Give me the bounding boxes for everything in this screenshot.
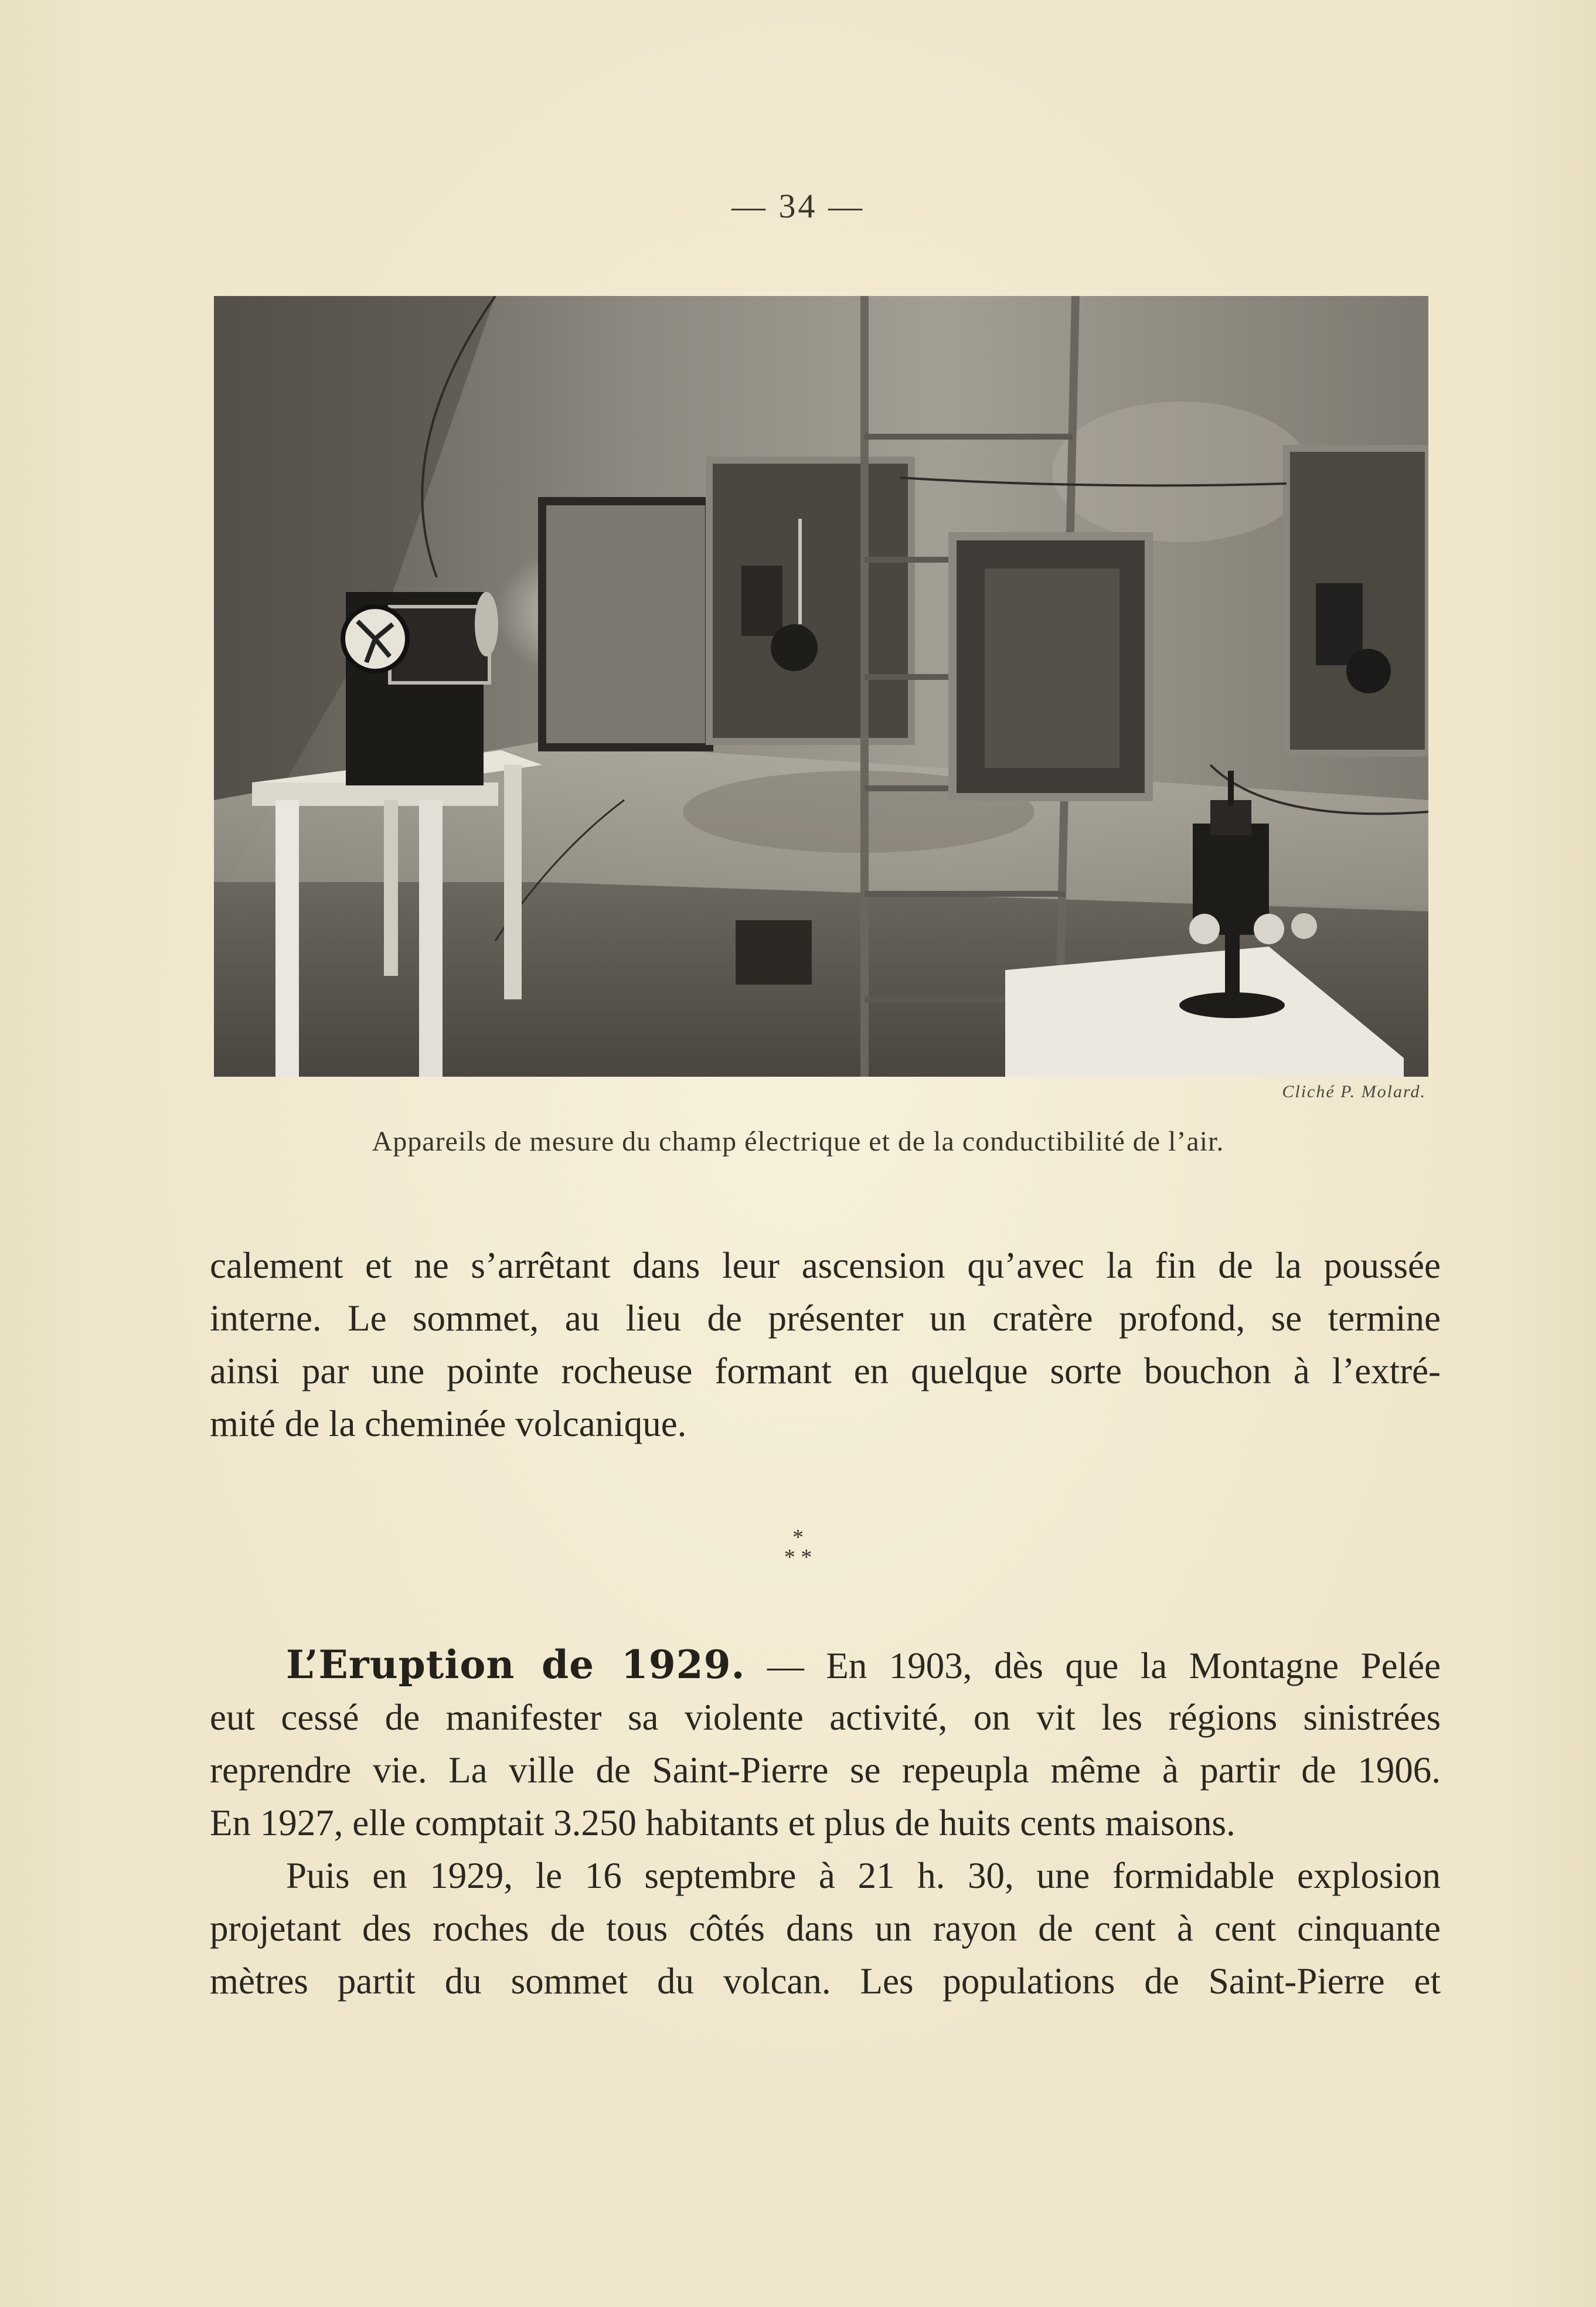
section-heading: L’Eruption de 1929.: [286, 1642, 746, 1687]
photograph-measurement-apparatus: [214, 296, 1428, 1077]
figure-caption: Appareils de mesure du champ électrique et de la conductibilité de l’air.: [372, 1126, 1224, 1157]
text-fragment: — En 1903, dès que la Montagne Pelée: [767, 1645, 1441, 1686]
text-line: ainsi par une pointe rocheuse formant en quelque sorte bouchon à l’extré-: [210, 1350, 1441, 1391]
section-break-asterism: [0, 1525, 1596, 1570]
asterism-top: *: [792, 1525, 804, 1550]
section-first-line: [210, 1638, 1441, 1691]
paragraph-continuation: [210, 1239, 1441, 1450]
text-line: projetant des roches de tous côtés dans un rayon de cent à cent cinquante: [210, 1908, 1441, 1949]
text-line: eut cessé de manifester sa violente activité, on vit les régions sinistrées: [210, 1697, 1441, 1738]
photo-credit: Cliché P. Molard.: [1282, 1082, 1426, 1101]
text-line: reprendre vie. La ville de Saint-Pierre se repeupla même à partir de 1906.: [210, 1750, 1441, 1791]
text-line: mité de la cheminée volcanique.: [210, 1403, 687, 1444]
text-line: calement et ne s’arrêtant dans leur ascension qu’avec la fin de la poussée: [210, 1245, 1441, 1286]
text-line: interne. Le sommet, au lieu de présenter un cratère profond, se termine: [210, 1298, 1441, 1339]
text-line: Puis en 1929, le 16 septembre à 21 h. 30, une formidable explosion: [286, 1855, 1441, 1896]
photograph-illustration: [214, 296, 1428, 1077]
text-line: En 1927, elle comptait 3.250 habitants et plus de huits cents maisons.: [210, 1802, 1236, 1843]
text-line: mètres partit du sommet du volcan. Les populations de Saint-Pierre et: [210, 1961, 1441, 2002]
section-eruption-1929: [210, 1638, 1441, 2007]
asterism-bottom: * *: [784, 1545, 812, 1570]
page-number: — 34 —: [731, 187, 865, 225]
